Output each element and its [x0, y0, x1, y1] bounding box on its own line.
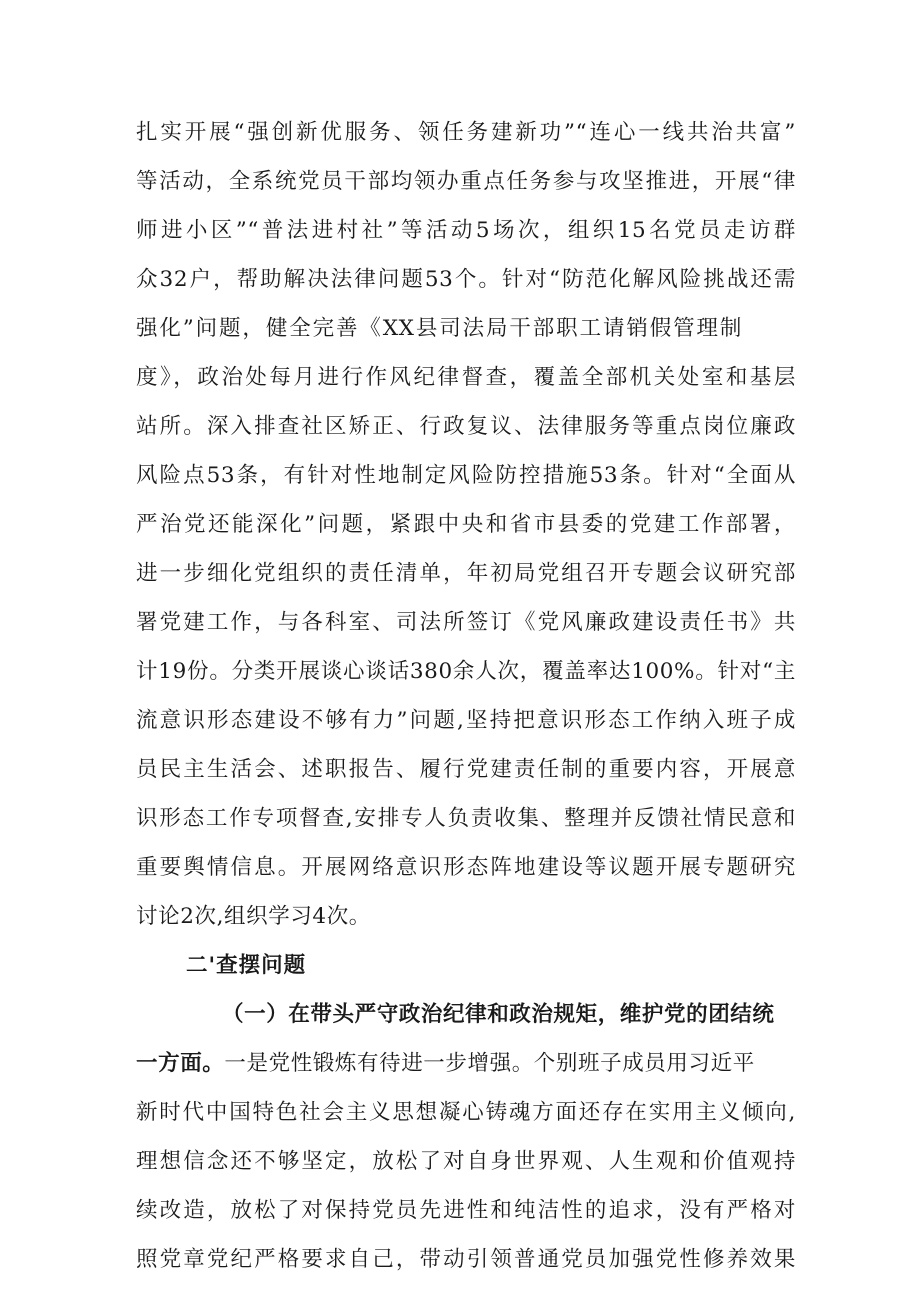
paragraph-line: 照党章党纪严格要求自己，带动引领普通党员加强党性修养效果 [136, 1247, 796, 1272]
paragraph-line: 众32户，帮助解决法律问题53个。针对“防范化解风险挑战还需 [136, 267, 796, 292]
paragraph-line: 重要舆情信息。开展网络意识形态阵地建设等议题开展专题研究 [136, 855, 796, 880]
document-body [136, 108, 796, 1284]
paragraph-line: 新时代中国特色社会主义思想凝心铸魂方面还存在实用主义倾向, [136, 1100, 796, 1125]
paragraph-line: 等活动，全系统党员干部均领办重点任务参与攻坚推进，开展“律 [136, 169, 796, 194]
paragraph-line: 理想信念还不够坚定，放松了对自身世界观、人生观和价值观持 [136, 1149, 796, 1174]
paragraph-line: 流意识形态建设不够有力”问题,坚持把意识形态工作纳入班子成 [136, 708, 796, 733]
paragraph-line: 续改造，放松了对保持党员先进性和纯洁性的追求，没有严格对 [136, 1198, 796, 1223]
paragraph-line: 师进小区”“普法进村社”等活动5场次，组织15名党员走访群 [136, 218, 796, 243]
paragraph-line [136, 1039, 796, 1088]
section-heading: 二'查摆问题 [186, 953, 307, 978]
paragraph-line: 站所。深入排查社区矫正、行政复议、法律服务等重点岗位廉政 [136, 414, 796, 439]
paragraph-line: 进一步细化党组织的责任清单，年初局党组召开专题会议研究部 [136, 561, 796, 586]
subsection-heading-end: 一方面。 [136, 1051, 225, 1076]
paragraph-line: 署党建工作，与各科室、司法所签订《党风廉政建设责任书》共 [136, 610, 796, 635]
paragraph-text: 一是党性锻炼有待进一步增强。个别班子成员用习近平 [224, 1051, 755, 1076]
paragraph-line: 扎实开展“强创新优服务、领任务建新功”“连心一线共治共富” [136, 120, 796, 145]
paragraph-line: 度》，政治处每月进行作风纪律督查，覆盖全部机关处室和基层 [136, 365, 796, 390]
paragraph-line: 计19份。分类开展谈心谈话380余人次，覆盖率达100%。针对“主 [136, 659, 796, 684]
paragraph-line: 强化”问题，健全完善《XX县司法局干部职工请销假管理制 [136, 316, 742, 341]
paragraph-line: 严治党还能深化”问题，紧跟中央和省市县委的党建工作部署， [136, 512, 796, 537]
paragraph-line: 员民主生活会、述职报告、履行党建责任制的重要内容，开展意 [136, 757, 796, 782]
paragraph-line: 识形态工作专项督查,安排专人负责收集、整理并反馈社情民意和 [136, 806, 796, 831]
subsection-heading: （一）在带头严守政治纪律和政治规矩，维护党的团结统 [222, 1002, 775, 1027]
paragraph-line: 讨论2次,组织学习4次。 [136, 904, 371, 929]
paragraph-line: 风险点53条，有针对性地制定风险防控措施53条。针对“全面从 [136, 463, 796, 488]
